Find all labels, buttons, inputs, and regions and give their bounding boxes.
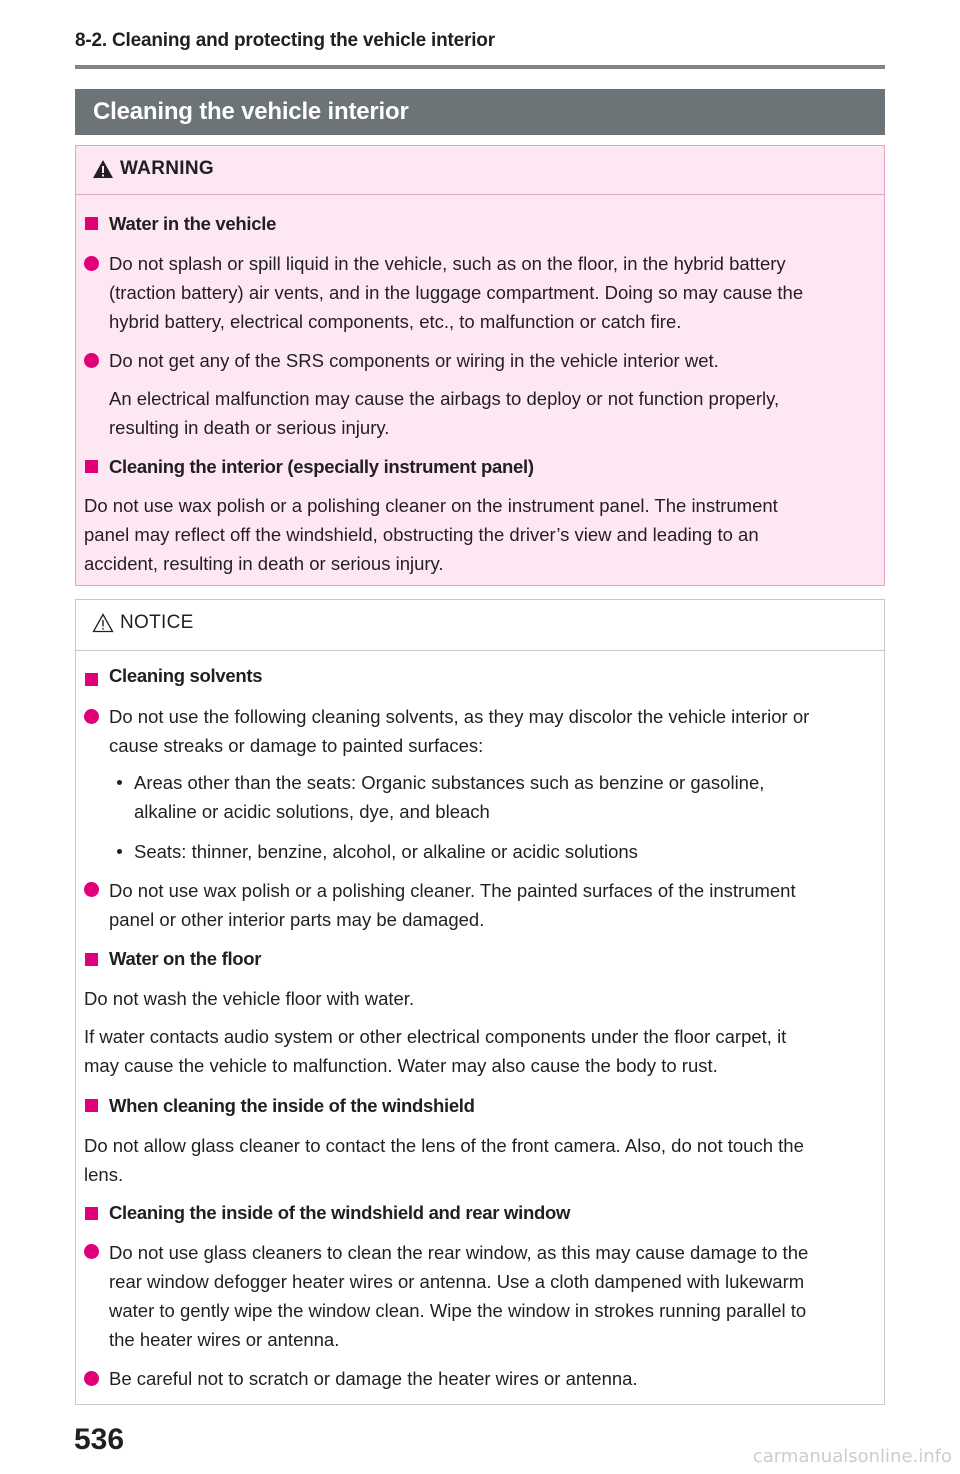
bullet-dot-icon bbox=[84, 1244, 99, 1259]
section-square-icon bbox=[85, 953, 98, 966]
warning-heading: Water in the vehicle bbox=[109, 213, 277, 234]
notice-text: If water contacts audio system or other electrical components under the floor carpet, it bbox=[84, 1026, 787, 1047]
notice-text: cause streaks or damage to painted surfaces: bbox=[109, 735, 484, 756]
notice-heading: Cleaning solvents bbox=[109, 665, 263, 686]
bullet-dot-icon bbox=[84, 709, 99, 724]
warning-box bbox=[75, 145, 885, 586]
warning-text: Do not get any of the SRS components or wiring in the vehicle interior wet. bbox=[109, 350, 719, 371]
bullet-dot-icon bbox=[84, 353, 99, 368]
notice-text: Do not use the following cleaning solvents, as they may discolor the vehicle interior or bbox=[109, 706, 810, 727]
header-divider bbox=[75, 65, 885, 69]
warning-heading: Cleaning the interior (especially instrument panel) bbox=[109, 456, 534, 477]
notice-text: Do not wash the vehicle floor with water. bbox=[84, 988, 415, 1009]
notice-text: may cause the vehicle to malfunction. Water may also cause the body to rust. bbox=[84, 1055, 718, 1076]
warning-label: WARNING bbox=[120, 158, 214, 179]
warning-text: (traction battery) air vents, and in the luggage compartment. Doing so may cause the bbox=[109, 282, 804, 303]
notice-text: Do not use wax polish or a polishing cleaner. The painted surfaces of the instrument bbox=[109, 880, 796, 901]
warning-text: accident, resulting in death or serious injury. bbox=[84, 553, 444, 574]
notice-heading: Water on the floor bbox=[109, 948, 262, 969]
section-square-icon bbox=[85, 460, 98, 473]
warning-text: Do not use wax polish or a polishing cleaner on the instrument panel. The instrument bbox=[84, 495, 778, 516]
notice-box bbox=[75, 599, 885, 1405]
section-square-icon bbox=[85, 217, 98, 230]
notice-text: Seats: thinner, benzine, alcohol, or alkaline or acidic solutions bbox=[134, 841, 638, 862]
caution-triangle-icon bbox=[92, 613, 114, 633]
bullet-dot-icon bbox=[84, 1371, 99, 1386]
section-square-icon bbox=[85, 673, 98, 686]
notice-text: Areas other than the seats: Organic substances such as benzine or gasoline, bbox=[134, 772, 765, 793]
notice-text: rear window defogger heater wires or antenna. Use a cloth dampened with lukewarm bbox=[109, 1271, 805, 1292]
warning-text: Do not splash or spill liquid in the vehicle, such as on the floor, in the hybrid battery bbox=[109, 253, 786, 274]
notice-heading: Cleaning the inside of the windshield and rear window bbox=[109, 1202, 571, 1223]
sub-bullet-icon bbox=[117, 849, 122, 854]
notice-text: panel or other interior parts may be damaged. bbox=[109, 909, 485, 930]
notice-text: water to gently wipe the window clean. Wipe the window in strokes running parallel to bbox=[109, 1300, 807, 1321]
notice-text: lens. bbox=[84, 1164, 124, 1185]
notice-text: Be careful not to scratch or damage the heater wires or antenna. bbox=[109, 1368, 638, 1389]
notice-label: NOTICE bbox=[120, 612, 194, 633]
notice-text: Do not use glass cleaners to clean the rear window, as this may cause damage to the bbox=[109, 1242, 809, 1263]
section-title: 8-2. Cleaning and protecting the vehicle interior bbox=[75, 30, 495, 51]
page-number: 536 bbox=[74, 1423, 125, 1456]
warning-text: panel may reflect off the windshield, obstructing the driver’s view and leading to an bbox=[84, 524, 759, 545]
notice-text: the heater wires or antenna. bbox=[109, 1329, 340, 1350]
page-title-bar bbox=[75, 89, 885, 135]
bullet-dot-icon bbox=[84, 882, 99, 897]
warning-header bbox=[76, 146, 884, 195]
section-square-icon bbox=[85, 1207, 98, 1220]
warning-triangle-icon bbox=[92, 159, 114, 179]
running-header bbox=[75, 30, 885, 52]
warning-text: An electrical malfunction may cause the airbags to deploy or not function properly, bbox=[109, 388, 780, 409]
warning-text: resulting in death or serious injury. bbox=[109, 417, 390, 438]
warning-text: hybrid battery, electrical components, etc., to malfunction or catch fire. bbox=[109, 311, 682, 332]
watermark: carmanualsonline.info bbox=[752, 1446, 952, 1467]
page-title: Cleaning the vehicle interior bbox=[93, 98, 409, 125]
notice-heading: When cleaning the inside of the windshield bbox=[109, 1095, 475, 1116]
notice-text: alkaline or acidic solutions, dye, and bleach bbox=[134, 801, 490, 822]
sub-bullet-icon bbox=[117, 780, 122, 785]
bullet-dot-icon bbox=[84, 256, 99, 271]
notice-text: Do not allow glass cleaner to contact the lens of the front camera. Also, do not touch the bbox=[84, 1135, 804, 1156]
notice-header bbox=[76, 600, 884, 651]
section-square-icon bbox=[85, 1099, 98, 1112]
